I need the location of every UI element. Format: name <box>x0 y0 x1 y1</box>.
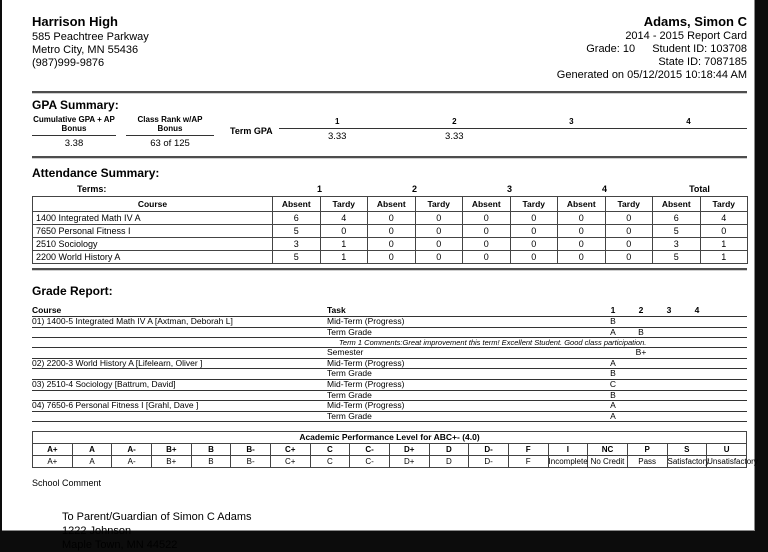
grade-mark: A <box>610 326 616 337</box>
attendance-course-cell: 7650 Personal Fitness I <box>33 225 273 238</box>
attendance-value-cell: 0 <box>415 225 463 238</box>
gpa-term-value: 3.33 <box>327 131 347 142</box>
attendance-term-group-header: 2 <box>411 184 417 194</box>
parent-address <box>62 510 746 552</box>
performance-meaning-cell: D <box>429 456 469 468</box>
attendance-term-group-header: Total <box>689 184 710 194</box>
attendance-value-cell: 0 <box>558 212 606 225</box>
attendance-term-group-header: 1 <box>316 184 322 194</box>
parent-address-line: Maple Town, MN 44522 <box>62 539 178 552</box>
attendance-value-cell: 0 <box>510 225 558 238</box>
gpa-term-header: 2 <box>452 117 457 126</box>
attendance-row <box>33 251 748 264</box>
performance-code-cell: B+ <box>151 444 191 456</box>
report-card-page <box>2 0 758 552</box>
grade-task-label: Semester <box>327 347 364 358</box>
cumulative-gpa-label: Cumulative GPA + AP Bonus <box>32 115 116 136</box>
school-address-line1: 585 Peachtree Parkway <box>32 31 149 43</box>
state-id: State ID: 7087185 <box>658 56 747 68</box>
grade-mark: A <box>610 357 616 368</box>
performance-meaning-cell: D+ <box>389 456 429 468</box>
performance-code-cell: P <box>627 444 667 456</box>
report-title: 2014 - 2015 Report Card <box>625 30 747 42</box>
grade-task-label: Mid-Term (Progress) <box>327 316 405 326</box>
attendance-value-cell: 0 <box>463 238 511 251</box>
attendance-value-cell: 0 <box>558 225 606 238</box>
grade-task-label: Term Grade <box>327 410 372 421</box>
performance-code-cell: NC <box>588 444 628 456</box>
school-address-line2: Metro City, MN 55436 <box>32 44 139 56</box>
grade-term-header: 4 <box>694 305 700 315</box>
attendance-body <box>33 212 748 264</box>
performance-meaning-cell: Pass <box>627 456 667 468</box>
grade-task-row <box>32 380 747 391</box>
performance-meaning-cell: C+ <box>270 456 310 468</box>
grade-term-header: 2 <box>638 305 644 315</box>
attendance-row <box>33 225 748 238</box>
grade-mark: B <box>610 389 616 400</box>
attendance-subheader: Tardy <box>700 197 748 212</box>
attendance-course-cell: 1400 Integrated Math IV A <box>33 212 273 225</box>
performance-code-cell: S <box>667 444 707 456</box>
attendance-value-cell: 0 <box>605 238 653 251</box>
attendance-subheader: Absent <box>368 197 416 212</box>
performance-code-cell: D <box>429 444 469 456</box>
attendance-value-cell: 0 <box>368 212 416 225</box>
student-grade-id-line <box>557 43 747 56</box>
divider-rule <box>32 91 747 94</box>
attendance-value-cell: 5 <box>273 225 321 238</box>
attendance-value-cell: 0 <box>463 225 511 238</box>
performance-code-cell: B- <box>231 444 271 456</box>
attendance-value-cell: 0 <box>368 225 416 238</box>
class-rank-stat <box>126 115 214 148</box>
grade-mark: B <box>610 316 616 326</box>
gpa-term-header: 1 <box>335 117 340 126</box>
performance-code-cell: C+ <box>270 444 310 456</box>
attendance-value-cell: 6 <box>273 212 321 225</box>
grade-term-header: 1 <box>610 305 616 315</box>
grade-report-heading: Grade Report: <box>32 284 113 298</box>
performance-body <box>33 432 758 468</box>
performance-meaning-cell: Satisfactory <box>667 457 710 467</box>
attendance-value-cell: 3 <box>273 238 321 251</box>
performance-meaning-cell: B- <box>231 456 271 468</box>
attendance-header-row <box>33 197 748 212</box>
school-name: Harrison High <box>32 14 118 29</box>
gpa-term-header: 4 <box>686 117 691 126</box>
gpa-term-header: 3 <box>569 117 574 126</box>
attendance-value-cell: 0 <box>320 225 368 238</box>
grade-mark: A <box>610 410 616 421</box>
attendance-value-cell: 5 <box>653 251 701 264</box>
grade-comment-text: Term 1 Comments:Great improvement this term! Excellent Student. Good class participation. <box>339 338 647 348</box>
attendance-value-cell: 0 <box>415 212 463 225</box>
grade-task-row <box>32 412 747 423</box>
grade-course-name: 03) 2510-4 Sociology [Battrum, David] <box>32 378 176 389</box>
grade-report-table <box>32 305 747 422</box>
attendance-value-cell: 0 <box>605 225 653 238</box>
performance-code-cell: U <box>707 444 747 456</box>
attendance-subheader: Tardy <box>415 197 463 212</box>
performance-code-cell: A- <box>112 444 152 456</box>
term-gpa-label: Term GPA <box>230 126 273 136</box>
performance-code-cell: F <box>508 444 548 456</box>
attendance-value-cell: 0 <box>415 238 463 251</box>
performance-code-cell: C <box>310 444 350 456</box>
grade-task-label: Term Grade <box>327 326 372 337</box>
performance-meanings-row <box>33 456 747 468</box>
class-rank-value: 63 of 125 <box>150 138 190 149</box>
performance-code-cell: B <box>191 444 231 456</box>
performance-meaning-cell: B+ <box>151 456 191 468</box>
attendance-value-cell: 0 <box>368 238 416 251</box>
grade-course-name: 02) 2200-3 World History A [Lifelearn, Oliver ] <box>32 357 203 368</box>
grade-course-name: 01) 1400-5 Integrated Math IV A [Axtman, Deborah L] <box>32 316 233 326</box>
school-phone: (987)999-9876 <box>32 57 105 69</box>
grade-task-label: Mid-Term (Progress) <box>327 357 405 368</box>
attendance-value-cell: 6 <box>653 212 701 225</box>
grade-task-row <box>32 401 747 412</box>
attendance-subheader: Absent <box>558 197 606 212</box>
performance-title-row <box>33 432 747 444</box>
attendance-value-cell: 5 <box>653 225 701 238</box>
attendance-value-cell: 0 <box>463 251 511 264</box>
attendance-value-cell: 0 <box>368 251 416 264</box>
attendance-value-cell: 1 <box>700 238 748 251</box>
divider-rule <box>32 268 747 271</box>
grade-mark: A <box>610 400 616 411</box>
grade-course-header: Course <box>32 305 62 315</box>
performance-meaning-cell: Incomplete <box>548 457 588 467</box>
grade-task-header: Task <box>327 305 346 315</box>
gpa-term-value: 3.33 <box>445 131 464 142</box>
attendance-value-cell: 1 <box>700 251 748 264</box>
performance-code-cell: A <box>72 444 112 456</box>
performance-meaning-cell: C <box>310 456 350 468</box>
gpa-term-headers <box>279 117 747 129</box>
school-info-block <box>32 14 149 82</box>
parent-address-line: To Parent/Guardian of Simon C Adams <box>62 511 252 524</box>
performance-codes-row <box>33 444 747 456</box>
grade-mark: B <box>638 326 644 337</box>
attendance-value-cell: 0 <box>415 251 463 264</box>
performance-code-cell: I <box>548 444 588 456</box>
grade-task-row <box>32 328 747 339</box>
performance-key-table <box>32 431 758 468</box>
student-id: Student ID: 103708 <box>652 43 747 55</box>
performance-meaning-cell: Unsatisfactory <box>707 457 758 467</box>
student-info-block <box>557 14 747 82</box>
grade-mark: B <box>610 368 616 379</box>
gpa-summary-row <box>32 115 747 148</box>
generated-timestamp: Generated on 05/12/2015 10:18:44 AM <box>556 69 747 81</box>
performance-meaning-cell: A <box>72 456 112 468</box>
attendance-row <box>33 212 748 225</box>
attendance-term-group-header: 3 <box>506 184 512 194</box>
parent-address-line: 1222 Johnson <box>62 525 132 538</box>
attendance-terms-label: Terms: <box>77 184 107 194</box>
gpa-term-values <box>279 129 747 142</box>
grade-task-label: Term Grade <box>327 368 372 379</box>
attendance-value-cell: 0 <box>510 238 558 251</box>
attendance-value-cell: 0 <box>605 212 653 225</box>
performance-meaning-cell: A+ <box>33 456 73 468</box>
performance-meaning-cell: F <box>508 456 548 468</box>
attendance-value-cell: 4 <box>700 212 748 225</box>
attendance-term-group-header: 4 <box>601 184 607 194</box>
school-comment-label: School Comment <box>32 478 102 489</box>
performance-meaning-cell: A- <box>112 456 152 468</box>
attendance-course-cell: 2510 Sociology <box>33 238 273 251</box>
grade-task-label: Mid-Term (Progress) <box>327 378 405 389</box>
attendance-value-cell: 4 <box>320 212 368 225</box>
performance-code-cell: D- <box>469 444 509 456</box>
gpa-summary-heading: GPA Summary: <box>32 98 119 112</box>
attendance-value-cell: 0 <box>558 251 606 264</box>
grade-task-row <box>32 359 747 370</box>
grade-term-header: 3 <box>666 305 672 315</box>
attendance-value-cell: 0 <box>510 251 558 264</box>
attendance-value-cell: 0 <box>700 225 748 238</box>
attendance-value-cell: 5 <box>273 251 321 264</box>
student-name: Adams, Simon C <box>643 14 747 29</box>
attendance-heading: Attendance Summary: <box>32 166 160 180</box>
attendance-row <box>33 238 748 251</box>
grade-task-row <box>32 317 747 328</box>
attendance-subheader: Tardy <box>320 197 368 212</box>
divider-rule <box>32 156 747 159</box>
attendance-course-header: Course <box>33 197 273 212</box>
attendance-value-cell: 0 <box>605 251 653 264</box>
performance-meaning-cell: D- <box>469 456 509 468</box>
grade-course-name: 04) 7650-6 Personal Fitness I [Grahl, Dave ] <box>32 400 199 411</box>
attendance-value-cell: 0 <box>510 212 558 225</box>
page-header <box>32 14 747 82</box>
attendance-value-cell: 3 <box>653 238 701 251</box>
attendance-value-cell: 0 <box>463 212 511 225</box>
grade-task-label: Mid-Term (Progress) <box>327 400 405 411</box>
performance-meaning-cell: C- <box>350 456 390 468</box>
gpa-term-value <box>513 131 630 142</box>
term-gpa-grid <box>279 117 747 142</box>
attendance-value-cell: 0 <box>558 238 606 251</box>
performance-code-cell: A+ <box>33 444 73 456</box>
attendance-subheader: Absent <box>463 197 511 212</box>
cumulative-gpa-value: 3.38 <box>64 138 84 149</box>
attendance-term-groups <box>32 184 747 194</box>
attendance-value-cell: 1 <box>320 251 368 264</box>
grade-mark: B+ <box>635 347 647 358</box>
performance-meaning-cell: B <box>191 456 231 468</box>
performance-title: Academic Performance Level for ABC+- (4.0) <box>33 432 747 444</box>
student-grade: Grade: 10 <box>586 43 636 55</box>
gpa-term-value <box>630 131 747 142</box>
performance-code-cell: C- <box>350 444 390 456</box>
class-rank-label: Class Rank w/AP Bonus <box>126 115 214 136</box>
cumulative-gpa-stat <box>32 115 116 148</box>
grade-report-rows <box>32 317 747 422</box>
attendance-subheader: Tardy <box>605 197 653 212</box>
attendance-value-cell: 1 <box>320 238 368 251</box>
grade-mark: C <box>609 378 617 389</box>
attendance-course-cell: 2200 World History A <box>33 251 273 264</box>
grade-task-label: Term Grade <box>327 389 372 400</box>
attendance-table <box>32 196 748 264</box>
attendance-subheader: Absent <box>273 197 321 212</box>
performance-code-cell: D+ <box>389 444 429 456</box>
attendance-subheader: Absent <box>653 197 701 212</box>
attendance-subheader: Tardy <box>510 197 558 212</box>
performance-meaning-cell: No Credit <box>588 456 628 468</box>
